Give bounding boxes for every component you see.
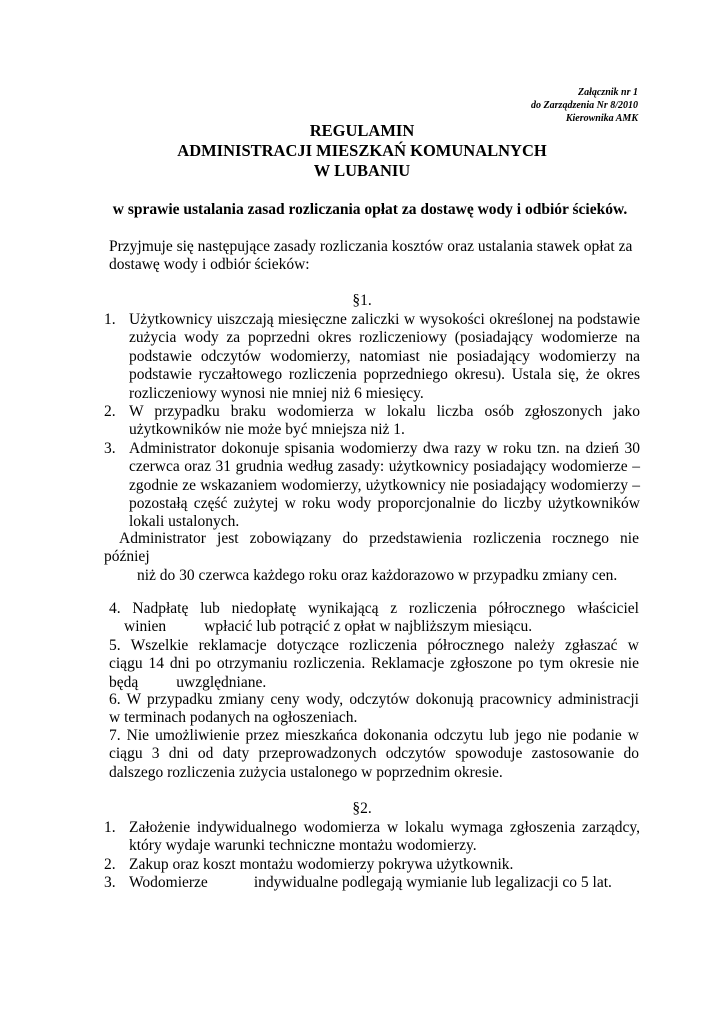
p6-line-2: w terminach podanych na ogłoszeniach. xyxy=(109,709,358,727)
p5-line-2: ciągu 14 dni po otrzymaniu rozliczenia. Reklamacje zgłoszone po tym okresie nie xyxy=(109,655,639,673)
item-text: Administrator dokonuje spisania wodomierzy dwa razy w roku tzn. na dzień 30 czerwca oraz 31 grudnia według zasady: użytkownicy posiadający wodomierze – zgodnie ze wskazaniem wodomierzy, użytkownicy nie posiadający wodomierzy – pozostałą część zużytej w roku wody proporcjonalnie do liczby użytkowników lokali ustalonych. xyxy=(129,439,640,531)
item-text: Użytkownicy uiszczają miesięczne zaliczki w wysokości określonej na podstawie zużycia wody za poprzedni okres rozliczeniowy (posiadający wodomierze na podstawie odczytów wodomierzy, natomiast nie posiadający wodomierzy na podstawie ryczałtowego rozliczenia poprzedniego okresu). Ustala się, że okres rozliczeniowy wynosi nie mniej niż 6 miesięcy. xyxy=(129,311,640,402)
annex-line-3: Kierownika AMK xyxy=(565,113,638,124)
p5-line-1: 5. Wszelkie reklamacje dotyczące rozliczenia półrocznego należy zgłaszać w xyxy=(109,637,639,654)
title-line-2: ADMINISTRACJI MIESZKAŃ KOMUNALNYCH xyxy=(177,141,547,160)
item-number: 3. xyxy=(104,439,116,457)
paragraph-6 xyxy=(109,691,639,728)
admin-line-1: Administrator jest zobowiązany do przedstawienia rozliczenia rocznego nie xyxy=(119,530,639,547)
p7-line-2: ciągu 3 dni od daty przeprowadzonych odczytów spowoduje zastosowanie do xyxy=(109,745,639,763)
item-number: 3. xyxy=(104,874,116,892)
title-line-3: W LUBANIU xyxy=(313,161,411,180)
item-number: 1. xyxy=(104,819,116,836)
p5-line-3b: uwzględniane. xyxy=(176,673,267,691)
annex-line-1: Załącznik nr 1 xyxy=(577,87,638,98)
section-2-heading: §2. xyxy=(352,800,372,817)
item-text-a: Wodomierze xyxy=(129,874,208,892)
p4-line-2b: wpłacić lub potrącić z opłat w najbliższym miesiącu. xyxy=(204,618,533,636)
admin-line-3: niż do 30 czerwca każdego roku oraz każdorazowo w przypadku zmiany cen. xyxy=(137,566,618,584)
annex-line-2: do Zarządzenia Nr 8/2010 xyxy=(531,100,638,111)
paragraph-4 xyxy=(109,600,639,637)
section-1-heading: §1. xyxy=(352,292,372,309)
intro-paragraph xyxy=(109,238,649,275)
p7-line-1: 7. Nie umożliwienie przez mieszkańca dokonania odczytu lub jego nie podanie w xyxy=(109,727,639,744)
list-item xyxy=(104,819,640,856)
section-2-list xyxy=(104,819,640,893)
p5-line-3a: będą xyxy=(109,673,139,691)
list-item xyxy=(104,403,640,440)
list-item xyxy=(104,856,640,874)
administrator-paragraph xyxy=(104,530,639,585)
p4-line-1: 4. Nadpłatę lub niedopłatę wynikającą z rozliczenia półrocznego właściciel xyxy=(109,600,639,617)
item-text: Zakup oraz koszt montażu wodomierzy pokrywa użytkownik. xyxy=(129,855,514,873)
item-text-b: indywidualne podlegają wymianie lub legalizacji co 5 lat. xyxy=(253,874,612,892)
document-title xyxy=(0,121,724,181)
p5-line-3 xyxy=(109,674,639,692)
list-item xyxy=(104,440,640,532)
document-subject: w sprawie ustalania zasad rozliczania opłat za dostawę wody i odbiór ścieków. xyxy=(112,201,628,218)
item-number: 1. xyxy=(104,311,116,328)
title-line-1: REGULAMIN xyxy=(309,121,415,140)
p6-line-1: 6. W przypadku zmiany ceny wody, odczytów dokonują pracownicy administracji xyxy=(109,691,639,708)
annex-note xyxy=(378,86,638,125)
admin-line-2: później xyxy=(104,548,150,566)
item-number: 2. xyxy=(104,855,116,873)
paragraph-5 xyxy=(109,637,639,692)
p4-line-2 xyxy=(109,618,639,636)
section-1-list xyxy=(104,311,640,532)
paragraph-7 xyxy=(109,727,639,782)
list-item xyxy=(104,311,640,403)
item-text: W przypadku braku wodomierza w lokalu liczba osób zgłoszonych jako użytkowników nie może być mniejsza niż 1. xyxy=(129,403,640,439)
list-item xyxy=(104,874,640,892)
item-number: 2. xyxy=(104,403,116,421)
item-text: Założenie indywidualnego wodomierza w lokalu wymaga zgłoszenia zarządcy, który wydaje warunki techniczne montażu wodomierzy. xyxy=(129,819,640,855)
p7-line-3: dalszego rozliczenia zużycia ustalonego w poprzednim okresie. xyxy=(109,763,503,781)
intro-text: Przyjmuje się następujące zasady rozliczania kosztów oraz ustalania stawek opłat za dostawę wody i odbiór ścieków: xyxy=(109,238,633,274)
p4-line-2a: winien xyxy=(124,618,167,636)
